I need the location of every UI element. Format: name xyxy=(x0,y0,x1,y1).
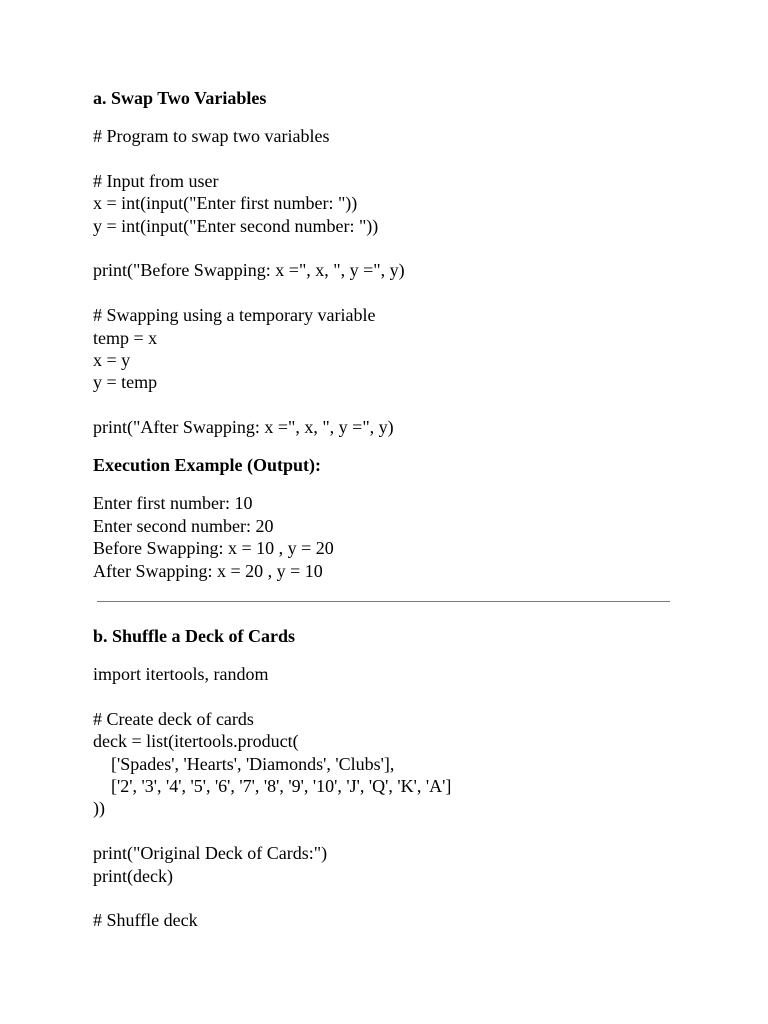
code-line: temp = x xyxy=(93,327,158,348)
code-line: x = y xyxy=(93,349,131,370)
output-line: Enter second number: 20 xyxy=(93,515,274,536)
section-a xyxy=(93,86,713,582)
print-after-line: print("After Swapping: x =", x, ", y =", y) xyxy=(93,417,394,438)
program-comment: # Program to swap two variables xyxy=(93,126,330,146)
swap-code-block xyxy=(93,304,713,394)
print-before-line: print("Before Swapping: x =", x, ", y =", y) xyxy=(93,260,405,281)
code-line: print("Original Deck of Cards:") xyxy=(93,843,328,864)
code-line: deck = list(itertools.product( xyxy=(93,731,299,752)
section-b xyxy=(93,624,713,932)
print-code-block xyxy=(93,842,713,887)
code-line: # Input from user xyxy=(93,170,219,191)
code-line: # Swapping using a temporary variable xyxy=(93,305,376,326)
shuffle-comment: # Shuffle deck xyxy=(93,910,198,931)
code-line: # Create deck of cards xyxy=(93,708,254,729)
section-b-heading: b. Shuffle a Deck of Cards xyxy=(93,626,296,646)
section-a-heading: a. Swap Two Variables xyxy=(93,88,267,108)
output-line: Enter first number: 10 xyxy=(93,493,253,514)
horizontal-divider xyxy=(97,601,670,602)
import-line: import itertools, random xyxy=(93,664,269,684)
output-line: After Swapping: x = 20 , y = 10 xyxy=(93,560,323,581)
output-block xyxy=(93,492,713,582)
code-line: ['Spades', 'Hearts', 'Diamonds', 'Clubs'], xyxy=(93,753,395,774)
output-heading: Execution Example (Output): xyxy=(93,455,322,476)
input-code-block xyxy=(93,170,713,237)
code-line: y = temp xyxy=(93,372,158,393)
code-line: print(deck) xyxy=(93,865,173,886)
code-line: ['2', '3', '4', '5', '6', '7', '8', '9', '10', 'J', 'Q', 'K', 'A'] xyxy=(93,775,452,796)
deck-code-block xyxy=(93,708,713,820)
output-line: Before Swapping: x = 10 , y = 20 xyxy=(93,538,334,559)
code-line: y = int(input("Enter second number: ")) xyxy=(93,215,379,236)
code-line: )) xyxy=(93,798,105,819)
code-line: x = int(input("Enter first number: ")) xyxy=(93,193,358,214)
